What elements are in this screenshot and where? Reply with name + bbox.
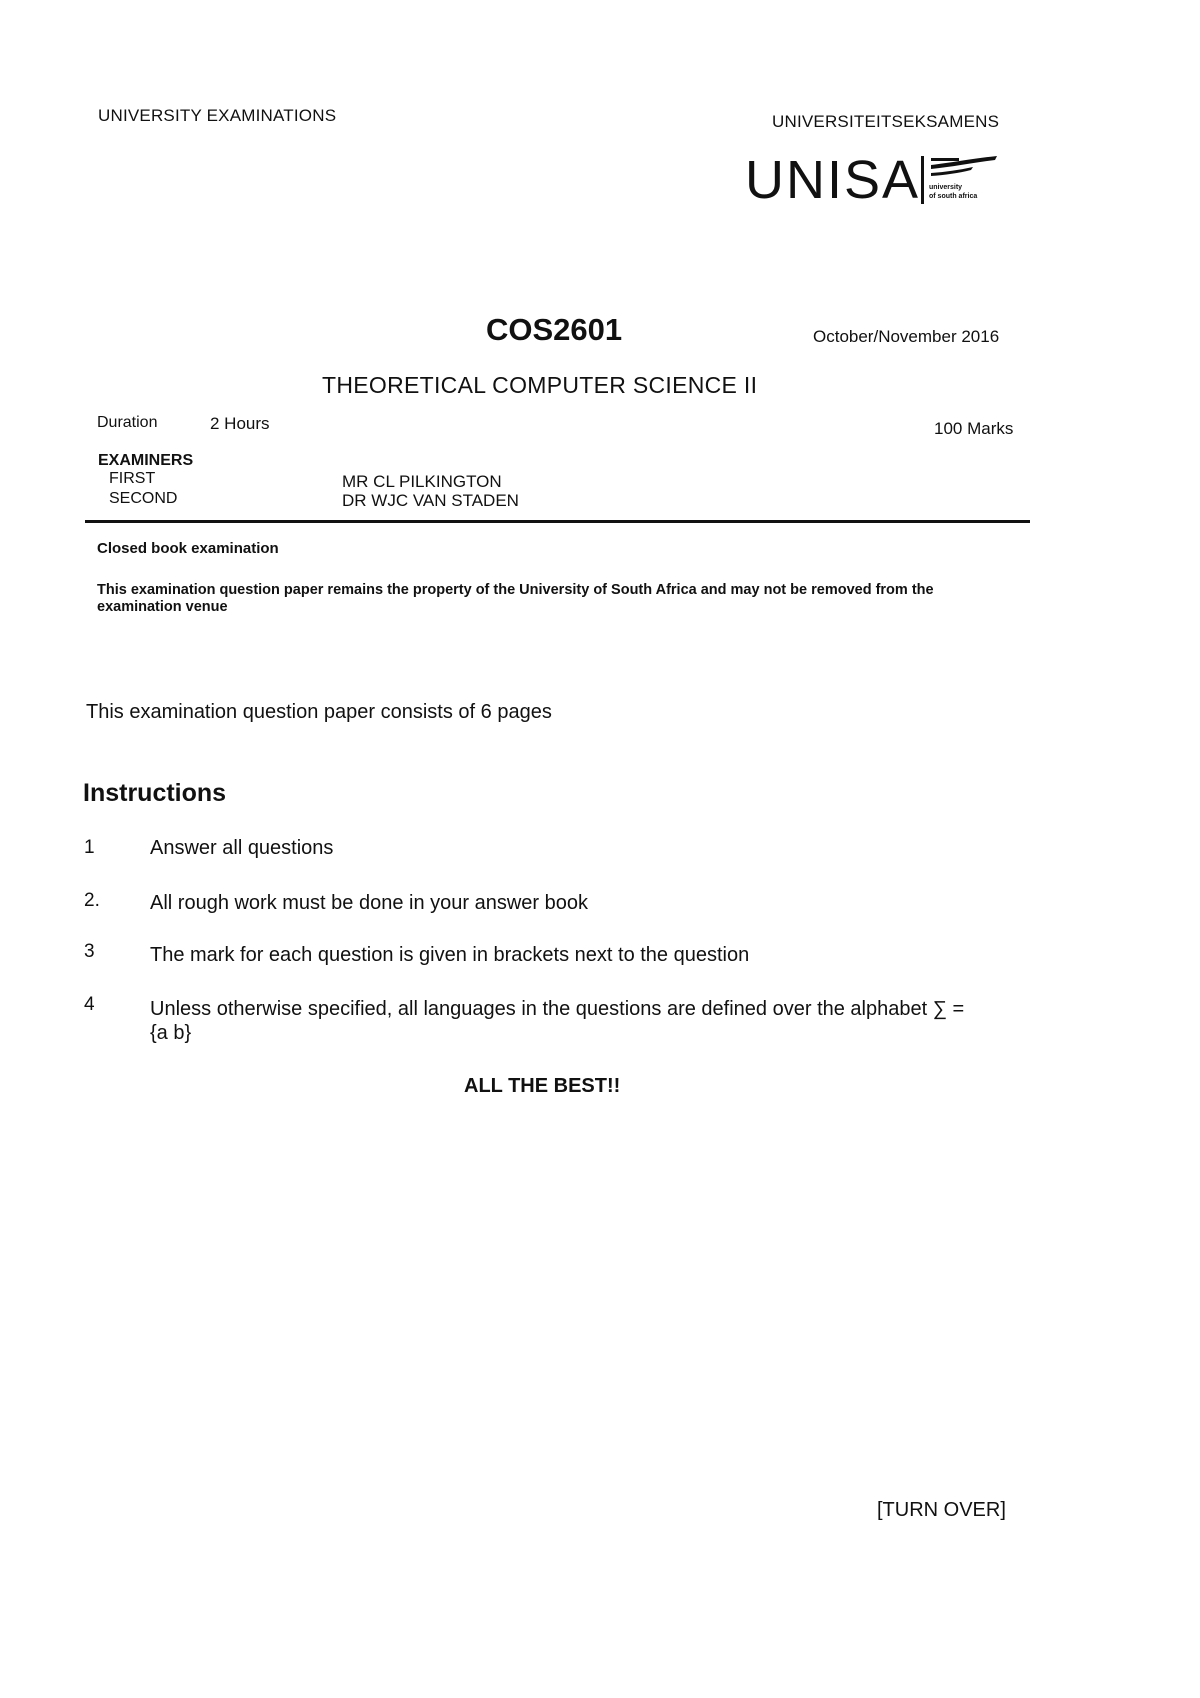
- first-examiner-name: MR CL PILKINGTON: [342, 472, 502, 491]
- header-right: UNIVERSITEITSEKSAMENS: [772, 112, 1000, 131]
- duration-label: Duration: [97, 414, 158, 431]
- first-examiner-label: FIRST: [109, 470, 156, 487]
- property-notice: This examination question paper remains the property of the University of South Africa and may not be removed from the examination venue: [97, 582, 934, 615]
- closing-message: ALL THE BEST!!: [464, 1075, 621, 1097]
- header-divider: [85, 520, 1030, 523]
- second-examiner-name: DR WJC VAN STADEN: [342, 491, 519, 510]
- logo-wordmark: UNISA: [745, 150, 921, 210]
- logo-tagline-line1: university: [929, 184, 963, 191]
- instruction-number: 2.: [84, 890, 100, 911]
- exam-date: October/November 2016: [813, 327, 1000, 346]
- logo-divider: [921, 156, 924, 204]
- course-code: COS2601: [486, 312, 623, 347]
- instruction-number: 4: [84, 994, 95, 1015]
- instruction-text: All rough work must be done in your answer book: [150, 892, 589, 914]
- closed-book-notice: Closed book examination: [97, 540, 279, 557]
- logo-tagline: [929, 183, 977, 201]
- instruction-number: 3: [84, 941, 95, 962]
- second-examiner-label: SECOND: [109, 490, 178, 507]
- logo-tagline-line2: of south africa: [929, 193, 978, 200]
- instruction-text: Answer all questions: [150, 837, 334, 859]
- page-count-statement: This examination question paper consists of 6 pages: [86, 701, 552, 723]
- instruction-text: The mark for each question is given in brackets next to the question: [150, 944, 750, 966]
- course-title: THEORETICAL COMPUTER SCIENCE II: [322, 372, 758, 398]
- duration-value: 2 Hours: [210, 414, 270, 433]
- logo-flag-icon: [929, 154, 999, 180]
- header-left: UNIVERSITY EXAMINATIONS: [98, 106, 337, 125]
- instruction-text: Unless otherwise specified, all languages in the questions are defined over the alphabet ∑ = {a b}: [150, 998, 965, 1044]
- instruction-number: 1: [84, 837, 95, 858]
- examiners-heading: EXAMINERS: [98, 452, 194, 469]
- total-marks: 100 Marks: [934, 419, 1014, 438]
- instructions-heading: Instructions: [83, 779, 227, 807]
- turn-over-note: [TURN OVER]: [877, 1499, 1006, 1521]
